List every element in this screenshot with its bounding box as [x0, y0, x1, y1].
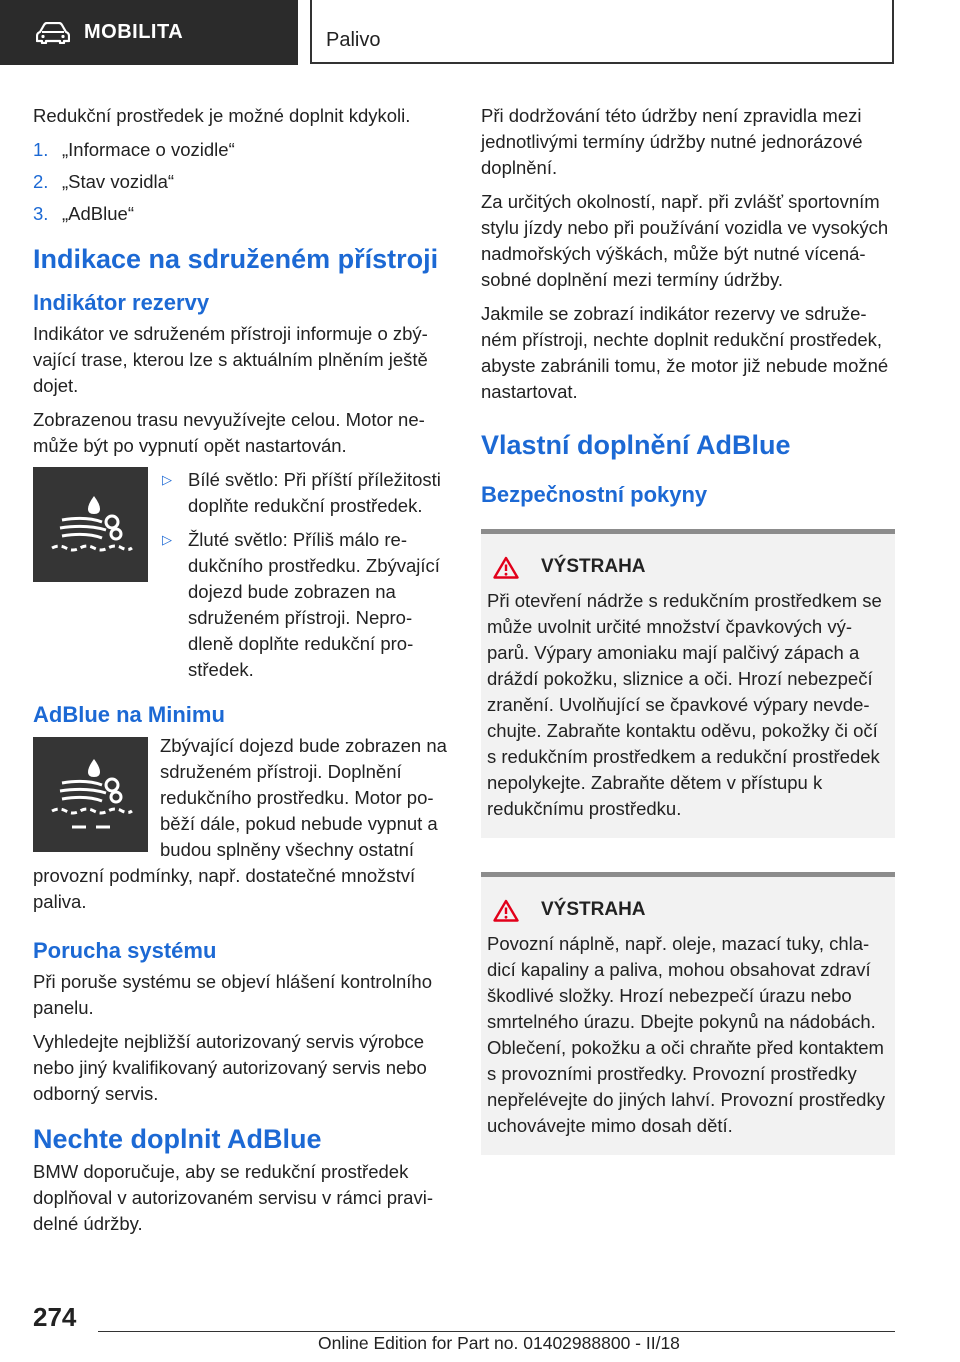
- chapter-title: Palivo: [326, 29, 381, 51]
- minimum-paragraph: Zbývající dojezd bude zobrazen na sdruženém přístroji. Doplnění redukčního prostředku. Motor poběží dále, pokud nebude vypnut a budou splněny všechny ostatní provozní podmínky, např. dostatečné množství paliva.: [33, 735, 447, 912]
- warning-title: [487, 554, 887, 580]
- warning-box-2: [481, 872, 895, 1155]
- bullet-text: Žluté světlo: Příliš málo redukčního prostředku. Zbývající dojezd bude zobrazen na sdruženém přístroji. Neprodleně doplňte redukční prostředek.: [188, 529, 440, 680]
- list-item: [33, 201, 448, 227]
- footer-divider: [98, 1331, 895, 1332]
- step-number: 2.: [33, 171, 49, 192]
- step-number: 1.: [33, 139, 49, 160]
- reserve-paragraph-1: Indikátor ve sdruženém přístroji informuje o zbývající trase, kterou lze s aktuálním plněním ještě dojet.: [33, 323, 428, 396]
- fault-paragraph-1: Při poruše systému se objeví hlášení kontrolního panelu.: [33, 971, 432, 1018]
- page-number: 274: [33, 1302, 77, 1332]
- heading-fault: Porucha systému: [33, 938, 217, 963]
- warning-triangle-icon: [493, 899, 519, 922]
- list-item: [162, 527, 448, 683]
- bullet-triangle-icon: ▷: [162, 532, 172, 547]
- step-text: „Stav vozidla“: [62, 171, 175, 192]
- reserve-indicator-tile: [33, 467, 148, 582]
- heading-refill: Nechte doplnit AdBlue: [33, 1124, 322, 1154]
- fault-paragraph-2: Vyhledejte nejbližší autorizovaný servis výrobce nebo jiný kvalifikovaný autorizovaný servis nebo odborný servis.: [33, 1031, 427, 1104]
- warning-text: Povozní náplně, např. oleje, mazací tuky, chladicí kapaliny a paliva, mohou obsahovat zdraví škodlivé složky. Hrozí nebezpečí úrazu nebo smrtelného úrazu. Dbejte pokynů na nádobách. Oblečení, pokožku a oči chraňte před kontaktem s provozními prostředky. Provozní prostředky nepřelévejte do jiných lahví. Provozní prostředky uchovávejte mimo dosah dětí.: [487, 933, 885, 1136]
- right-paragraph-3: Jakmile se zobrazí indikátor rezervy ve sdruženém přístroji, nechte doplnit redukční prostředek, abyste zabránili tomu, že motor již nebude možné nastartovat.: [481, 303, 889, 402]
- steps-list: [33, 137, 448, 227]
- adblue-minimum-indicator-icon: [46, 755, 136, 835]
- warning-box-1: [481, 529, 895, 838]
- edition-note: Online Edition for Part no. 01402988800 - II/18: [318, 1333, 680, 1353]
- section-tab: [0, 0, 298, 65]
- warning-triangle-icon: [493, 556, 519, 579]
- chapter-tab: [310, 0, 894, 64]
- step-number: 3.: [33, 203, 49, 224]
- bullet-text: Bílé světlo: Při příští příležitosti doplňte redukční prostředek.: [188, 469, 441, 516]
- list-item: [162, 467, 448, 519]
- right-paragraph-2: Za určitých okolností, např. při zvlášť sportovním stylu jízdy nebo při používání vozidla ve vysokých nadmořských výškách, může být nutné vícenásobné doplnění mezi termíny údržby.: [481, 191, 889, 290]
- reserve-indicator-row: [33, 467, 448, 691]
- warning-label: VÝSTRAHA: [541, 899, 646, 920]
- heading-safety: Bezpečnostní pokyny: [481, 482, 708, 507]
- intro-text: Redukční prostředek je možné doplnit kdykoli.: [33, 105, 411, 126]
- warning-label: VÝSTRAHA: [541, 556, 646, 577]
- step-text: „AdBlue“: [62, 203, 134, 224]
- heading-reserve: Indikátor rezervy: [33, 290, 210, 315]
- heading-self-refill: Vlastní doplnění AdBlue: [481, 430, 791, 460]
- step-text: „Informace o vozidle“: [62, 139, 235, 160]
- minimum-indicator-tile: [33, 737, 148, 852]
- heading-cluster: Indikace na sdruženém přístroji: [33, 244, 439, 274]
- heading-minimum: AdBlue na Minimu: [33, 702, 225, 727]
- refill-paragraph: BMW doporučuje, aby se redukční prostředek doplňoval v autorizovaném servisu v rámci pravidelné údržby.: [33, 1161, 433, 1234]
- left-column: [33, 103, 448, 1245]
- minimum-block: [33, 733, 448, 923]
- car-icon: [36, 22, 70, 44]
- page-header: [0, 0, 960, 66]
- warning-text: Při otevření nádrže s redukčním prostředkem se může uvolnit určité množství čpavkových výparů. Výpary amoniaku mají palčivý zápach a dráždí pokožku, sliznice a oči. Hrozí nebezpečí zranění. Uvolňující se čpavkové výpary nevdechujte. Zabraňte kontaktu oděvu, pokožky či očí s redukčním prostředkem a redukční prostředek nepolykejte. Zabraňte dětem v přístupu k redukčnímu prostředku.: [487, 590, 882, 819]
- list-item: [33, 169, 448, 195]
- list-item: [33, 137, 448, 163]
- reserve-bullets: [162, 467, 448, 691]
- bullet-triangle-icon: ▷: [162, 472, 172, 487]
- right-paragraph-1: Při dodržování této údržby není zpravidla mezi jednotlivými termíny údržby nutné jednorázové doplnění.: [481, 105, 863, 178]
- adblue-reserve-indicator-icon: [46, 490, 136, 560]
- warning-title: [487, 897, 887, 923]
- reserve-paragraph-2: Zobrazenou trasu nevyužívejte celou. Motor nemůže být po vypnutí opět nastartován.: [33, 409, 425, 456]
- right-column: [481, 103, 895, 1155]
- section-title: MOBILITA: [84, 21, 184, 43]
